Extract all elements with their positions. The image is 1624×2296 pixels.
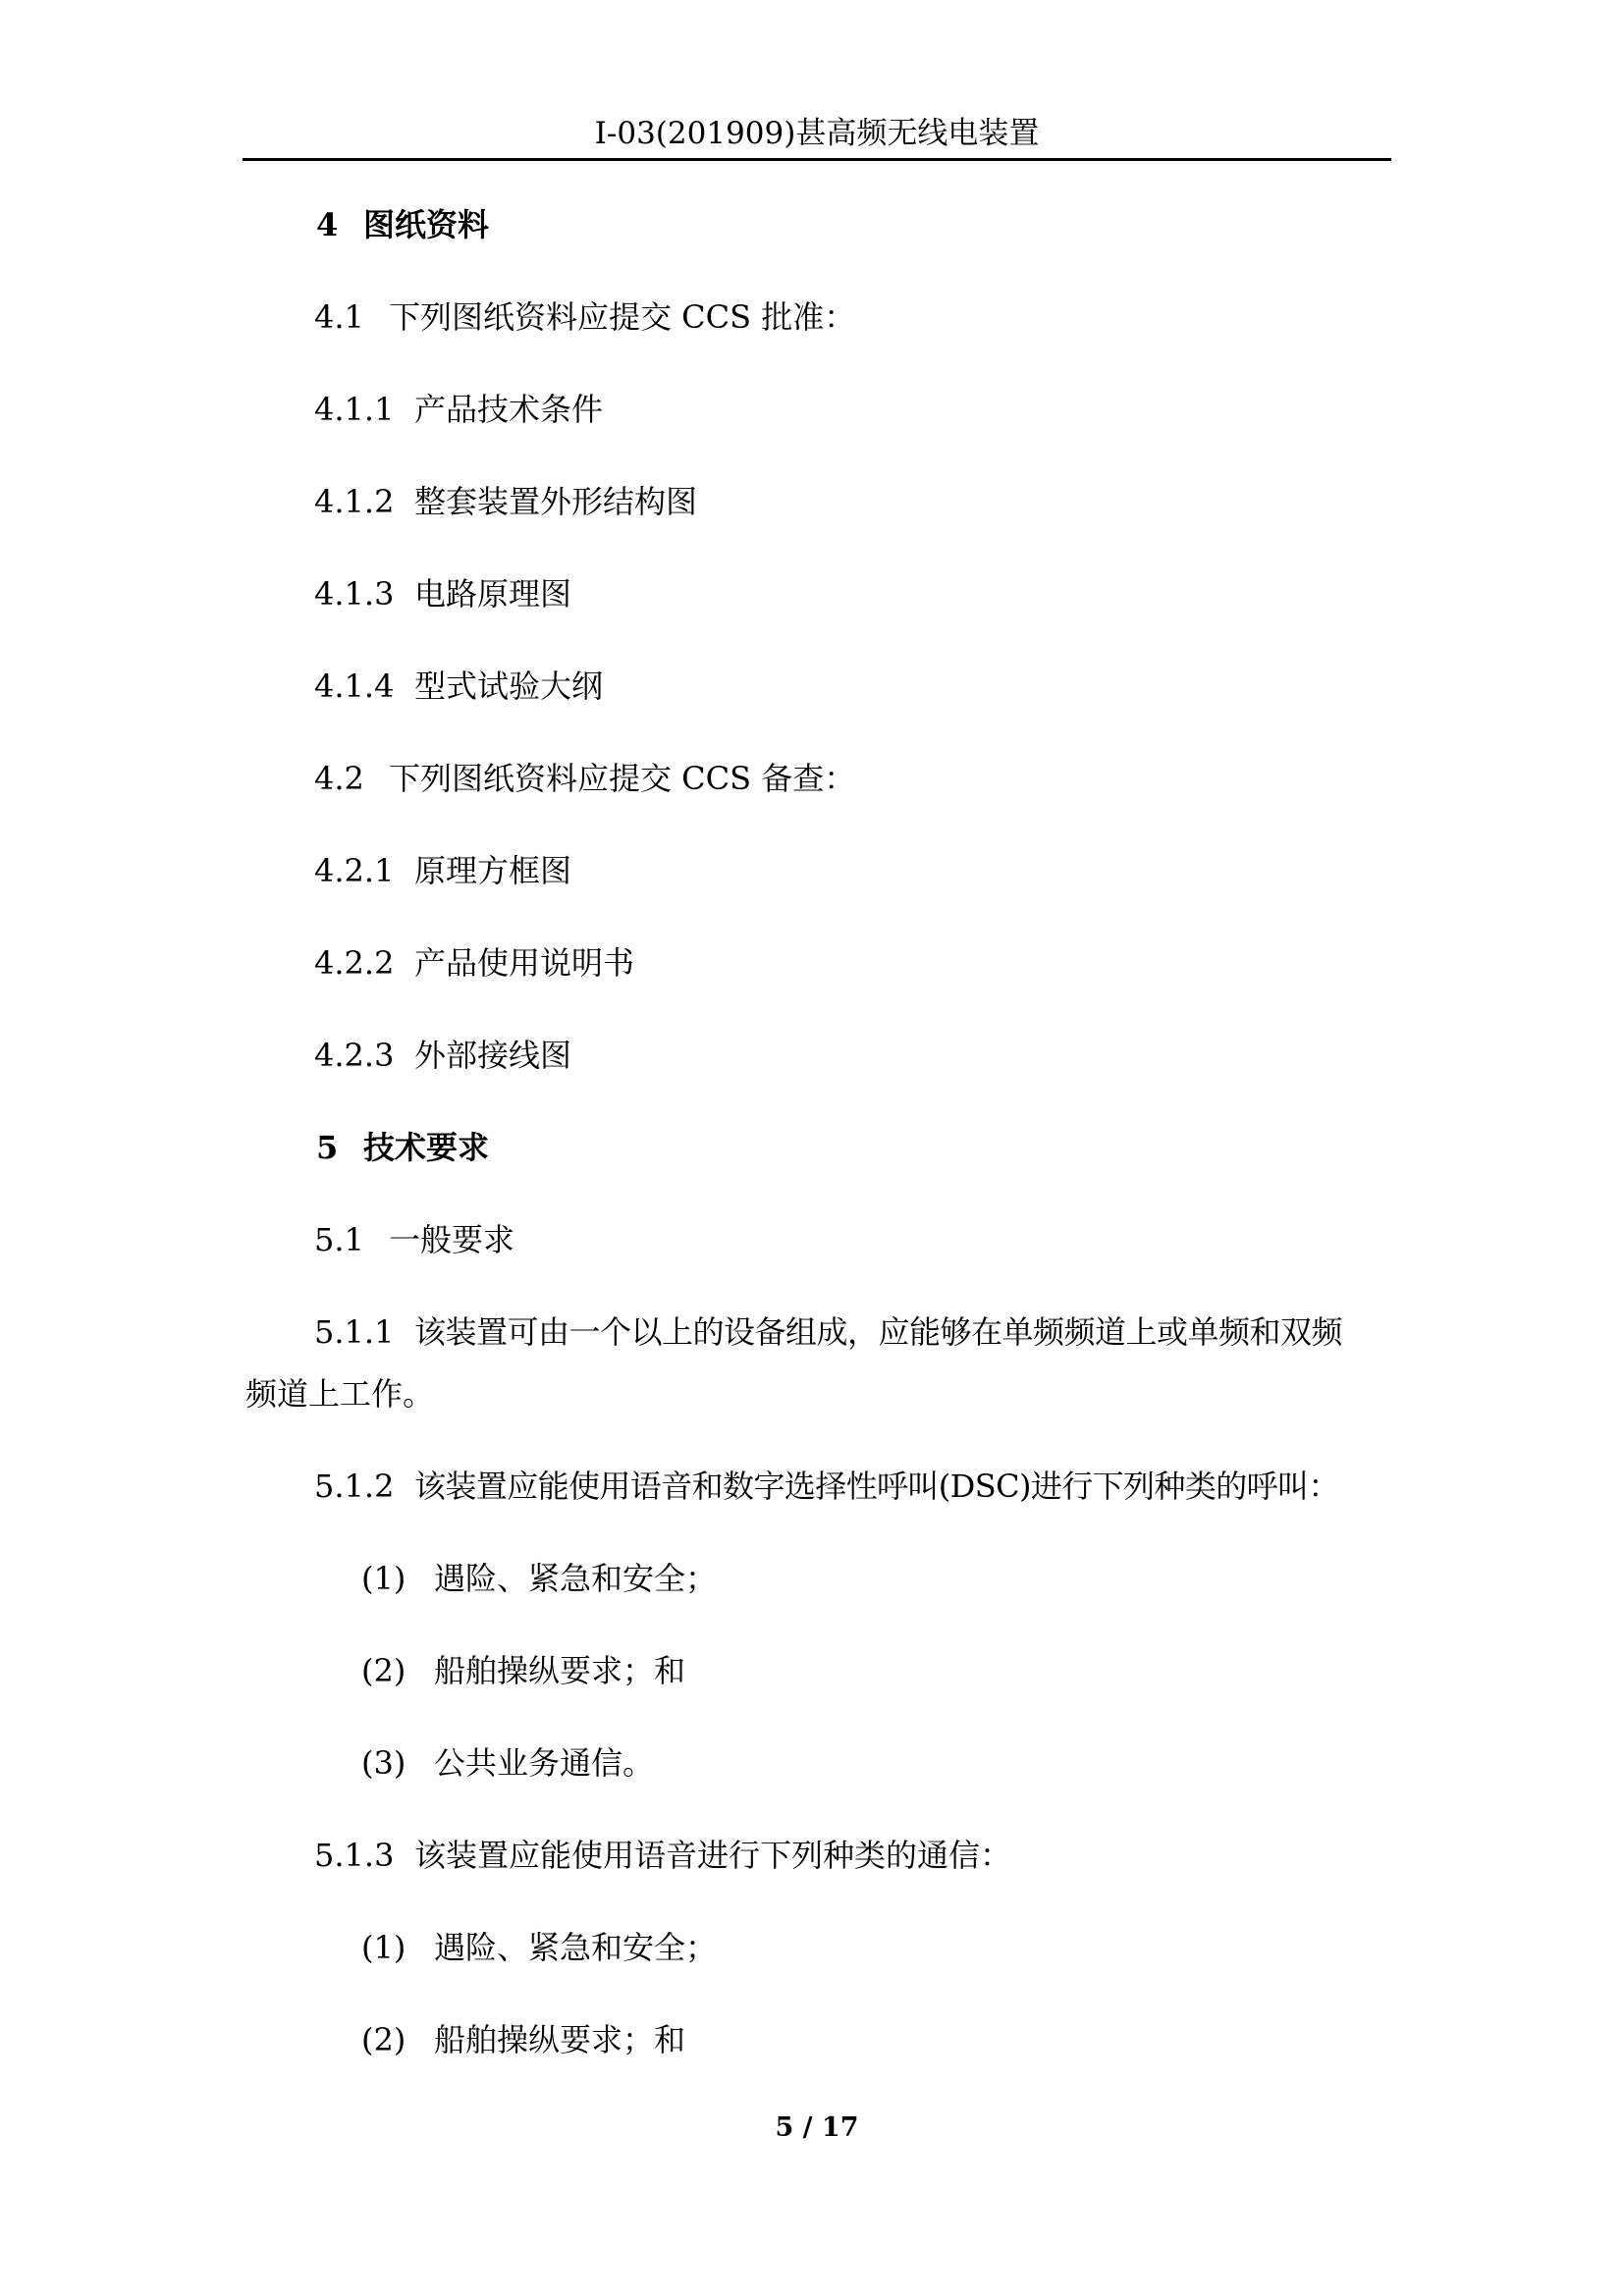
clause-number: 4.1.4 bbox=[314, 667, 395, 705]
clause-number: 5.1.3 bbox=[314, 1837, 395, 1874]
clause-4-2-1 bbox=[314, 849, 571, 892]
list-marker: (1) bbox=[361, 1560, 406, 1597]
section-number: 5 bbox=[316, 1129, 339, 1166]
clause-5-1-3 bbox=[314, 1834, 1011, 1877]
clause-4-2 bbox=[314, 757, 855, 800]
clause-5-1-2 bbox=[314, 1465, 1339, 1508]
clause-4-1-1 bbox=[314, 388, 603, 431]
clause-text: 产品使用说明书 bbox=[414, 944, 635, 982]
clause-number: 4.2.2 bbox=[314, 944, 395, 982]
list-text: 遇险、紧急和安全； bbox=[434, 1929, 718, 1966]
clause-text: 该装置应能使用语音进行下列种类的通信： bbox=[414, 1837, 1012, 1874]
section-heading-5 bbox=[316, 1126, 489, 1169]
running-header: I-03(201909)甚高频无线电装置 bbox=[594, 116, 1040, 151]
clause-5-1-1 bbox=[314, 1310, 1342, 1354]
clause-text-line-2: 频道上工作。 bbox=[245, 1375, 435, 1413]
clause-4-2-3 bbox=[314, 1034, 571, 1077]
clause-number: 5.1.2 bbox=[314, 1468, 395, 1505]
list-item bbox=[361, 1926, 717, 1969]
clause-number: 5.1 bbox=[314, 1221, 364, 1258]
list-item bbox=[361, 1557, 717, 1600]
clause-text: 外部接线图 bbox=[414, 1037, 572, 1074]
clause-text: 产品技术条件 bbox=[414, 391, 604, 428]
list-marker: (2) bbox=[361, 1652, 406, 1689]
list-item bbox=[361, 1741, 654, 1785]
clause-text: 下列图纸资料应提交 CCS 批准： bbox=[389, 298, 856, 336]
clause-number: 5.1.1 bbox=[314, 1313, 395, 1351]
clause-number: 4.2 bbox=[314, 760, 364, 797]
section-heading-4 bbox=[316, 203, 489, 246]
clause-4-2-2 bbox=[314, 941, 634, 985]
list-item bbox=[361, 1649, 685, 1692]
header-rule bbox=[243, 158, 1391, 161]
list-item bbox=[361, 2018, 685, 2061]
clause-5-1-1-continuation bbox=[245, 1372, 434, 1415]
clause-text: 电路原理图 bbox=[414, 575, 572, 613]
section-number: 4 bbox=[316, 206, 339, 243]
list-marker: (2) bbox=[361, 2021, 406, 2058]
clause-text: 下列图纸资料应提交 CCS 备查： bbox=[389, 760, 856, 797]
clause-4-1-3 bbox=[314, 572, 571, 615]
list-text: 船舶操纵要求；和 bbox=[434, 1652, 686, 1689]
list-text: 船舶操纵要求；和 bbox=[434, 2021, 686, 2058]
page-number: 5 / 17 bbox=[775, 2112, 859, 2143]
list-text: 公共业务通信。 bbox=[434, 1744, 655, 1782]
clause-number: 4.1.1 bbox=[314, 391, 395, 428]
clause-number: 4.1.2 bbox=[314, 483, 395, 520]
clause-text: 型式试验大纲 bbox=[414, 667, 604, 705]
clause-number: 4.2.3 bbox=[314, 1037, 395, 1074]
clause-4-1-4 bbox=[314, 665, 603, 708]
clause-number: 4.1.3 bbox=[314, 575, 395, 613]
list-marker: (1) bbox=[361, 1929, 406, 1966]
clause-text: 原理方框图 bbox=[414, 852, 572, 889]
clause-4-1-2 bbox=[314, 480, 697, 523]
section-title: 图纸资料 bbox=[363, 206, 490, 243]
clause-text: 该装置应能使用语音和数字选择性呼叫(DSC)进行下列种类的呼叫： bbox=[414, 1468, 1339, 1505]
clause-text: 一般要求 bbox=[389, 1221, 515, 1258]
section-title: 技术要求 bbox=[363, 1129, 490, 1166]
clause-4-1 bbox=[314, 295, 855, 339]
clause-5-1 bbox=[314, 1218, 514, 1261]
clause-number: 4.2.1 bbox=[314, 852, 395, 889]
list-marker: (3) bbox=[361, 1744, 406, 1782]
clause-number: 4.1 bbox=[314, 298, 364, 336]
list-text: 遇险、紧急和安全； bbox=[434, 1560, 718, 1597]
clause-text: 整套装置外形结构图 bbox=[414, 483, 698, 520]
clause-text-line-1: 该装置可由一个以上的设备组成，应能够在单频频道上或单频和双频 bbox=[414, 1313, 1343, 1351]
